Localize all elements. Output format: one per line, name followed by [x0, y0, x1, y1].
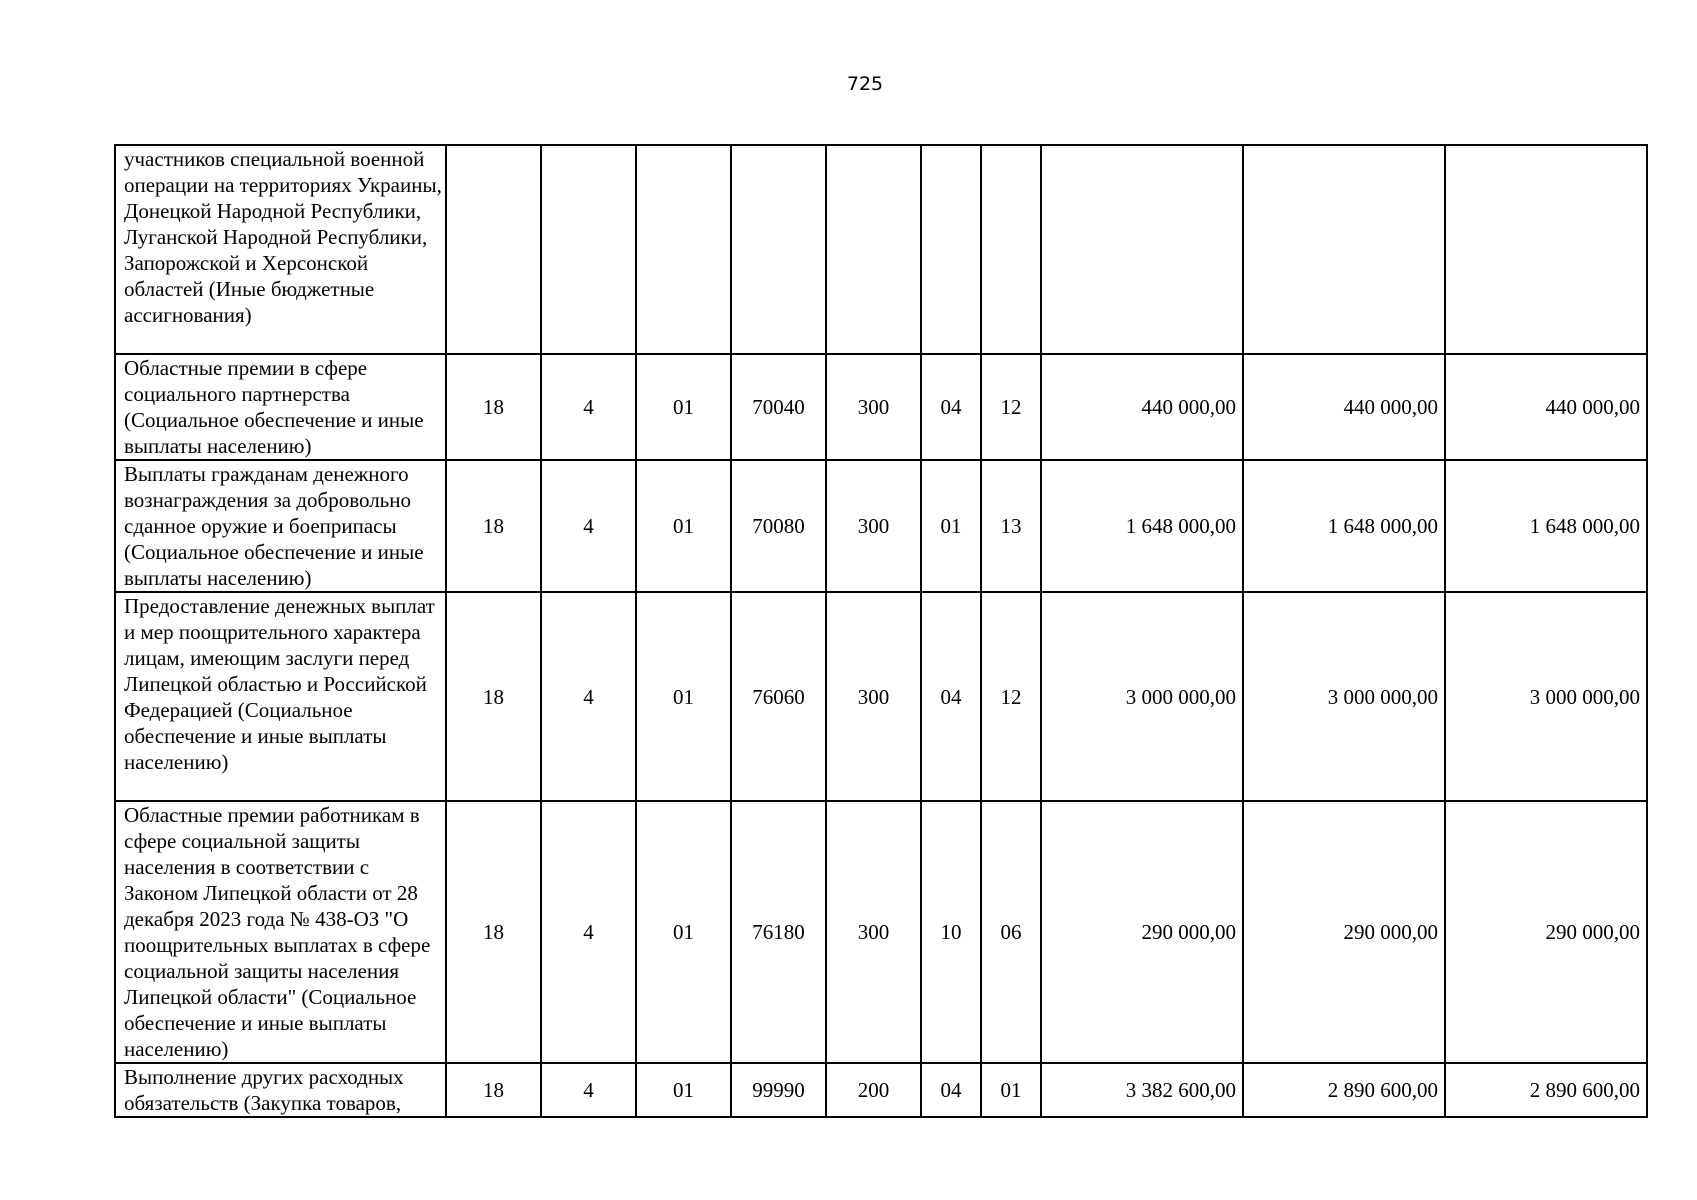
amount-cell: 440 000,00 [1243, 354, 1445, 460]
expense-name-cell: Областные премии работникам в сфере социальной защиты населения в соответствии с Законом Липецкой области от 28 декабря 2023 года № 438-ОЗ "О поощрительных выплатах в сфере социальной защиты населения Липецкой области" (Социальное обеспечение и иные выплаты населению) [115, 801, 446, 1063]
table-row [115, 460, 1647, 592]
code-cell: 70040 [731, 354, 826, 460]
budget-table [114, 144, 1648, 1118]
code-cell: 4 [541, 354, 636, 460]
amount-cell: 3 382 600,00 [1041, 1063, 1243, 1117]
code-cell: 01 [636, 460, 731, 592]
code-cell: 10 [921, 801, 981, 1063]
code-cell: 04 [921, 1063, 981, 1117]
code-cell [541, 145, 636, 354]
code-cell [921, 145, 981, 354]
page-number: 725 [846, 73, 884, 95]
code-cell: 300 [826, 592, 921, 801]
code-cell: 01 [921, 460, 981, 592]
code-cell [636, 145, 731, 354]
code-cell [731, 145, 826, 354]
code-cell: 300 [826, 460, 921, 592]
table-row [115, 1063, 1647, 1117]
amount-cell: 3 000 000,00 [1041, 592, 1243, 801]
table-row [115, 145, 1647, 354]
code-cell: 4 [541, 460, 636, 592]
amount-cell: 2 890 600,00 [1445, 1063, 1647, 1117]
table-row [115, 354, 1647, 460]
amount-cell: 2 890 600,00 [1243, 1063, 1445, 1117]
code-cell: 300 [826, 801, 921, 1063]
expense-name-cell: участников специальной военной операции на территориях Украины, Донецкой Народной Республики, Луганской Народной Республики, Запорожской и Херсонской областей (Иные бюджетные ассигнования) [115, 145, 446, 354]
code-cell [446, 145, 541, 354]
code-cell: 13 [981, 460, 1041, 592]
code-cell: 4 [541, 592, 636, 801]
amount-cell [1041, 145, 1243, 354]
amount-cell [1445, 145, 1647, 354]
amount-cell: 290 000,00 [1445, 801, 1647, 1063]
expense-name-cell: Выплаты гражданам денежного вознаграждения за добровольно сданное оружие и боеприпасы (Социальное обеспечение и иные выплаты населению) [115, 460, 446, 592]
code-cell: 12 [981, 592, 1041, 801]
code-cell: 01 [981, 1063, 1041, 1117]
code-cell: 18 [446, 460, 541, 592]
amount-cell: 440 000,00 [1041, 354, 1243, 460]
amount-cell: 1 648 000,00 [1243, 460, 1445, 592]
expense-name-cell: Областные премии в сфере социального партнерства (Социальное обеспечение и иные выплаты населению) [115, 354, 446, 460]
code-cell: 04 [921, 354, 981, 460]
code-cell: 18 [446, 801, 541, 1063]
code-cell: 01 [636, 354, 731, 460]
amount-cell [1243, 145, 1445, 354]
code-cell: 99990 [731, 1063, 826, 1117]
amount-cell: 1 648 000,00 [1445, 460, 1647, 592]
expense-name-cell: Предоставление денежных выплат и мер поощрительного характера лицам, имеющим заслуги перед Липецкой областью и Российской Федерацией (Социальное обеспечение и иные выплаты населению) [115, 592, 446, 801]
table-row [115, 592, 1647, 801]
code-cell: 300 [826, 354, 921, 460]
code-cell: 4 [541, 1063, 636, 1117]
amount-cell: 290 000,00 [1243, 801, 1445, 1063]
code-cell: 12 [981, 354, 1041, 460]
code-cell: 06 [981, 801, 1041, 1063]
code-cell: 18 [446, 592, 541, 801]
amount-cell: 3 000 000,00 [1445, 592, 1647, 801]
code-cell: 01 [636, 1063, 731, 1117]
code-cell [981, 145, 1041, 354]
code-cell: 04 [921, 592, 981, 801]
code-cell: 76180 [731, 801, 826, 1063]
code-cell: 4 [541, 801, 636, 1063]
amount-cell: 1 648 000,00 [1041, 460, 1243, 592]
code-cell: 18 [446, 1063, 541, 1117]
code-cell: 76060 [731, 592, 826, 801]
amount-cell: 440 000,00 [1445, 354, 1647, 460]
table-row [115, 801, 1647, 1063]
code-cell: 70080 [731, 460, 826, 592]
amount-cell: 3 000 000,00 [1243, 592, 1445, 801]
code-cell: 01 [636, 592, 731, 801]
code-cell: 18 [446, 354, 541, 460]
code-cell: 01 [636, 801, 731, 1063]
amount-cell: 290 000,00 [1041, 801, 1243, 1063]
code-cell [826, 145, 921, 354]
code-cell: 200 [826, 1063, 921, 1117]
expense-name-cell: Выполнение других расходных обязательств (Закупка товаров, [115, 1063, 446, 1117]
